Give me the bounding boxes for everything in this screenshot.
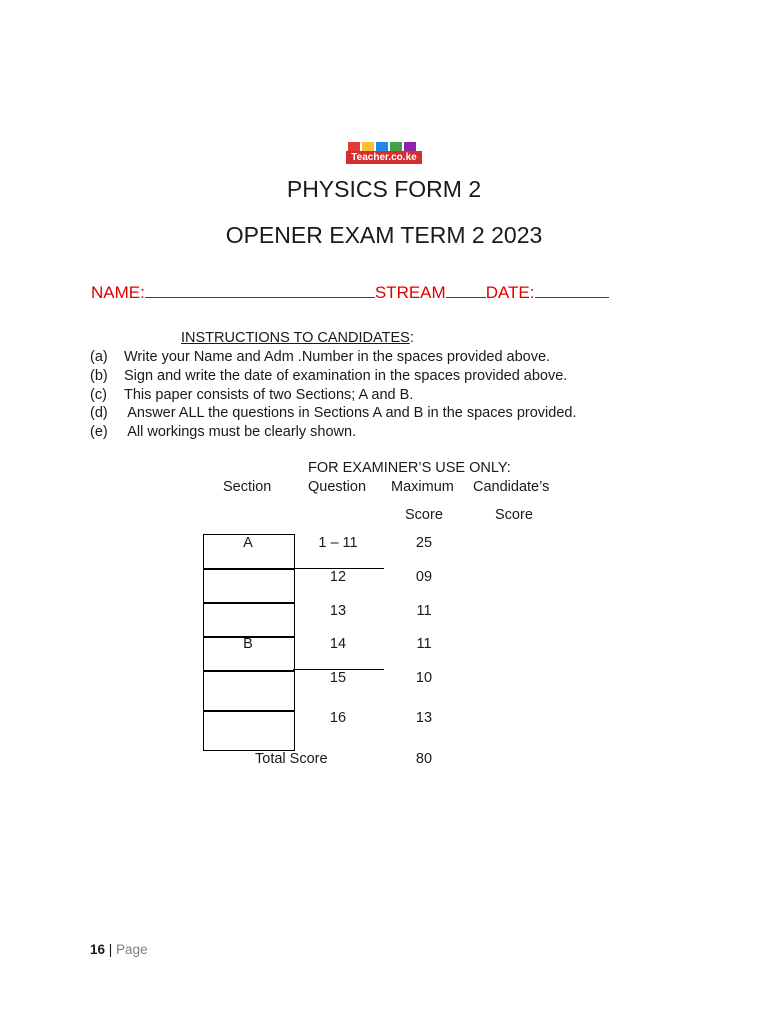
row-question: 13 [329, 603, 347, 619]
teacher-logo [346, 141, 422, 165]
row-question: 1 – 11 [318, 535, 358, 551]
col-candidate-score: Score [495, 507, 533, 523]
section-box [203, 670, 295, 712]
section-box [203, 602, 295, 638]
row-max: 11 [416, 603, 432, 619]
col-candidates: Candidate’s [473, 479, 550, 495]
row-question: 16 [329, 710, 347, 726]
col-question: Question [308, 479, 367, 495]
row-section: A [243, 535, 253, 551]
row-max: 10 [415, 670, 433, 686]
instruction-item: (b) Sign and write the date of examination in the spaces provided above. [90, 368, 568, 384]
instruction-item: (d) Answer ALL the questions in Sections A and B in the spaces provided. [90, 405, 577, 421]
instruction-item: (c) This paper consists of two Sections; A and B. [90, 387, 414, 403]
section-box [203, 568, 295, 604]
subject-title: PHYSICS FORM 2 [286, 176, 482, 202]
stream-label: STREAM [374, 283, 446, 302]
row-section: B [243, 636, 253, 652]
instructions-heading: INSTRUCTIONS TO CANDIDATES: [181, 330, 414, 346]
examiner-heading: FOR EXAMINER’S USE ONLY: [308, 460, 511, 476]
row-question: 12 [329, 569, 347, 585]
row-max: 13 [415, 710, 433, 726]
date-blank[interactable] [535, 282, 609, 298]
page-footer [90, 942, 148, 957]
instruction-item: (a) Write your Name and Adm .Number in the spaces provided above. [90, 349, 551, 365]
instruction-item: (e) All workings must be clearly shown. [90, 424, 357, 440]
total-score-label: Total Score [255, 751, 328, 767]
total-score-value: 80 [415, 751, 433, 767]
page-number: 16 [90, 942, 106, 957]
exam-title: OPENER EXAM TERM 2 2023 [225, 222, 543, 248]
name-label: NAME: [91, 283, 145, 302]
name-blank[interactable] [145, 282, 375, 298]
date-label: DATE: [485, 283, 535, 302]
section-box [203, 710, 295, 751]
page-label: Page [116, 942, 148, 957]
row-max: 25 [415, 535, 433, 551]
stream-blank[interactable] [446, 282, 486, 298]
row-question: 15 [329, 670, 347, 686]
col-maximum: Maximum [391, 479, 454, 495]
candidate-details-line [91, 282, 609, 303]
row-max: 09 [415, 569, 433, 585]
row-max: 11 [416, 636, 432, 652]
col-max-score: Score [405, 507, 443, 523]
row-question: 14 [329, 636, 347, 652]
logo-text: Teacher.co.ke [351, 152, 417, 163]
footer-separator: | [105, 942, 117, 957]
col-section: Section [223, 479, 272, 495]
